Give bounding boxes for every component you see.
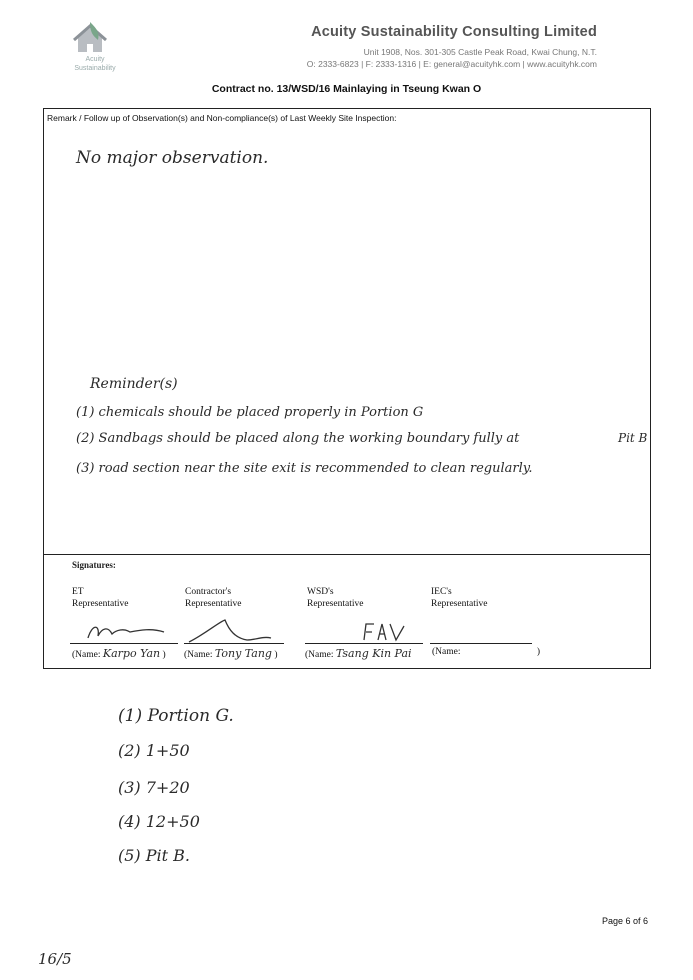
sig-col-line2: Representative [185,599,242,609]
page-number: Page 6 of 6 [601,916,648,926]
logo-house-icon [60,18,120,58]
name-close: ) [274,650,278,660]
name-label: (Name: [305,650,334,660]
location-item: (3) 7+20 [118,778,190,797]
contractor-name-row [184,647,278,660]
name-label: (Name: [432,647,461,657]
logo-text-1: Acuity [85,56,105,63]
logo-caption [50,55,140,73]
name-label: (Name: [72,650,101,660]
company-name: Acuity Sustainability Consulting Limited [311,24,597,40]
sig-col-contractor [185,586,241,610]
remark-label: Remark / Follow up of Observation(s) and Non-compliance(s) of Last Weekly Site Inspection: [47,113,397,123]
observation-text: No major observation. [76,148,269,168]
wsd-name-row [305,647,412,660]
et-name-value: Karpo Yan [102,647,161,660]
location-item: (2) 1+50 [118,741,190,760]
contract-title: Contract no. 13/WSD/16 Mainlaying in Tseung Kwan O [211,83,482,95]
date-note: 16/5 [38,950,72,968]
sig-col-line2: Representative [307,599,364,609]
signatures-divider [43,554,651,555]
signatures-title: Signatures: [72,560,116,570]
sig-col-line1: WSD's [307,587,334,597]
wsd-name-value: Tsang Kin Pai [335,647,412,660]
sig-col-line2: Representative [72,599,129,609]
sig-col-et [72,586,128,610]
reminder-item: (1) chemicals should be placed properly in Portion G [76,405,424,420]
reminder-item: (3) road section near the site exit is recommended to clean regularly. [76,461,533,476]
reminders-title: Reminder(s) [90,376,178,392]
logo-text-2: Sustainability [74,65,116,72]
contractor-signature-mark [185,616,285,646]
location-item: (4) 12+50 [118,812,200,831]
wsd-signature-mark [360,620,410,644]
iec-signature-line [430,643,532,644]
name-close: ) [162,650,166,660]
reminder-item: (2) Sandbags should be placed along the working boundary fully at [76,431,520,446]
sig-col-line1: ET [72,587,84,597]
sig-col-iec [431,586,487,610]
et-signature-line [70,643,178,644]
margin-note: Pit B [618,431,648,445]
sig-col-line1: IEC's [431,587,452,597]
contractor-name-value: Tony Tang [214,647,272,660]
company-contact: O: 2333-6823 | F: 2333-1316 | E: general@acuityhk.com | www.acuityhk.com [306,59,597,69]
iec-name-row [432,647,540,657]
et-name-row [72,647,166,660]
sig-col-line2: Representative [431,599,488,609]
name-label: (Name: [184,650,213,660]
company-address: Unit 1908, Nos. 301-305 Castle Peak Road, Kwai Chung, N.T. [363,47,597,57]
sig-col-line1: Contractor's [185,587,232,597]
sig-col-wsd [307,586,363,610]
location-item: (5) Pit B. [118,846,190,865]
contractor-signature-line [184,643,284,644]
wsd-signature-line [305,643,423,644]
location-item: (1) Portion G. [118,706,234,726]
name-close: ) [536,647,540,657]
